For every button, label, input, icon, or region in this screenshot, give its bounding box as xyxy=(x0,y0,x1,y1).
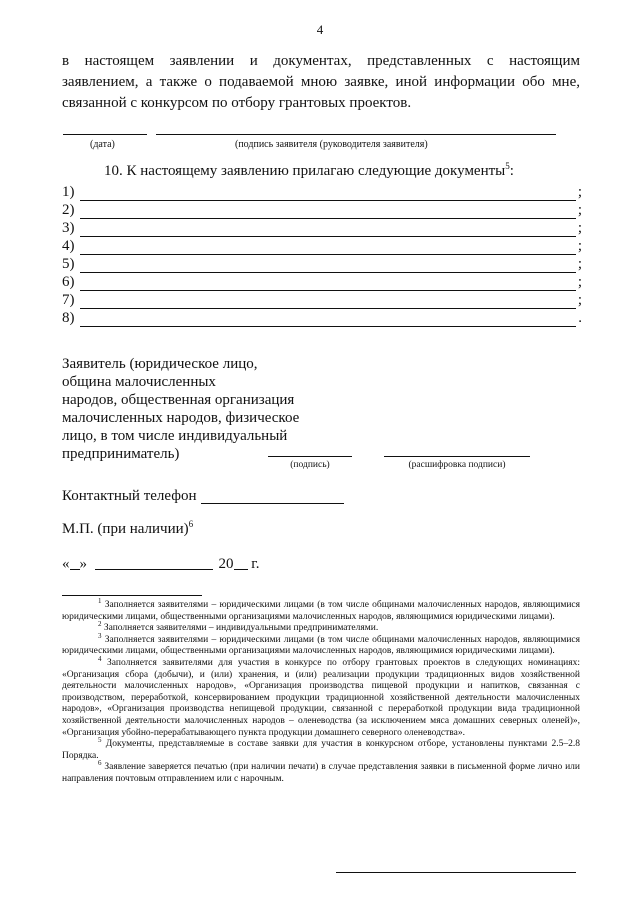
date-quote-close: » xyxy=(79,556,87,572)
document-input-line[interactable] xyxy=(80,313,576,327)
contact-phone-label: Контактный телефон xyxy=(62,488,197,504)
document-row xyxy=(62,201,582,219)
documents-footnote-ref: 5 xyxy=(505,161,510,171)
document-row-end: ; xyxy=(577,220,582,236)
document-row-end: ; xyxy=(577,202,582,218)
date-quote-open: « xyxy=(62,556,70,572)
document-input-line[interactable] xyxy=(80,277,576,291)
date-line xyxy=(63,134,147,135)
contact-phone-field[interactable] xyxy=(201,503,344,504)
document-row-end: ; xyxy=(577,238,582,254)
document-input-line[interactable] xyxy=(80,295,576,309)
footnote xyxy=(62,596,581,623)
intro-line-3: связанной с конкурсом по отбору грантовых проектов. xyxy=(62,95,412,111)
document-number: 8) xyxy=(62,310,75,326)
footnote-text: Заявление заверяется печатью (при наличии печати) в случае представления заявки в письменной форме лично или направления почтовым отправлением или с нарочным. xyxy=(62,762,580,784)
document-input-line[interactable] xyxy=(80,259,576,273)
footnote xyxy=(62,620,580,635)
applicant-line: малочисленных народов, физическое xyxy=(62,410,300,426)
applicant-line: народов, общественная организация xyxy=(62,392,295,408)
document-input-line[interactable] xyxy=(80,205,576,219)
stamp-footnote-ref: 6 xyxy=(188,519,194,529)
month-field[interactable] xyxy=(95,556,213,570)
document-number: 4) xyxy=(62,238,75,254)
bottom-rule xyxy=(336,872,576,873)
document-row-end: ; xyxy=(577,274,582,290)
document-input-line[interactable] xyxy=(80,241,576,255)
footnote-separator xyxy=(62,595,202,596)
intro-line-1: в настоящем заявлении и документах, представленных с настоящим xyxy=(62,53,580,69)
footnote-text: Заполняется заявителями – индивидуальными предпринимателями. xyxy=(103,623,379,634)
intro-paragraph xyxy=(62,51,580,114)
footnote-mark: 4 xyxy=(98,654,102,663)
footnote-mark: 5 xyxy=(98,735,102,744)
document-row xyxy=(62,219,582,237)
document-number: 6) xyxy=(62,274,75,290)
footnote-text: Заполняется заявителями – юридическими лицами (в том числе общинами малочисленных народов, являющимися юридическими лицами, общественными организациями малочисленных народов, являющимися юридическими лицами). xyxy=(62,634,581,657)
applicant-line: предприниматель) xyxy=(62,446,180,462)
signing-date xyxy=(62,556,259,573)
stamp-label: М.П. (при наличии) xyxy=(62,521,189,537)
document-row xyxy=(62,309,582,327)
document-number: 1) xyxy=(62,184,75,200)
footnote xyxy=(62,631,581,658)
day-field[interactable] xyxy=(70,556,80,570)
document-row xyxy=(62,291,582,309)
document-row-end: ; xyxy=(577,292,582,308)
footnotes xyxy=(62,596,581,786)
footnote xyxy=(62,759,580,785)
document-number: 5) xyxy=(62,256,75,272)
signature-label: (подпись заявителя (руководителя заявителя) xyxy=(235,139,428,150)
document-number: 7) xyxy=(62,292,75,308)
document-row xyxy=(62,273,582,291)
footnote-mark: 3 xyxy=(98,631,102,640)
signature-decoding-field[interactable] xyxy=(384,456,530,457)
documents-title xyxy=(104,163,514,180)
documents-title-colon: : xyxy=(509,163,514,179)
document-input-line[interactable] xyxy=(80,223,576,237)
intro-line-2: заявлением, а также о подаваемой мною заявке, иной информации обо мне, xyxy=(62,74,580,90)
applicant-signature-label: (подпись) xyxy=(290,460,330,470)
applicant-line: община малочисленных xyxy=(62,374,216,390)
document-input-line[interactable] xyxy=(80,187,576,201)
footnote xyxy=(62,735,580,762)
footnote-text: Заполняется заявителями – юридическими лицами (в том числе общинами малочисленных народов, являющимися юридическими лицами, общественными организациями малочисленных народов, являющимися юридическими лицами). xyxy=(62,600,581,622)
applicant-signature-line xyxy=(156,134,556,135)
document-row xyxy=(62,237,582,255)
document-row xyxy=(62,183,582,201)
applicant-signature-field[interactable] xyxy=(268,456,352,457)
year-suffix: г. xyxy=(251,556,260,572)
footnote-mark: 1 xyxy=(98,596,102,605)
footnote xyxy=(62,654,581,739)
signature-decoding-label: (расшифровка подписи) xyxy=(408,460,506,470)
document-number: 3) xyxy=(62,220,75,236)
footnote-text: Заполняется заявителями для участия в конкурсе по отбору грантовых проектов в следующих номинациях: «Организация сбора (добычи), и (или) хранения, и (или) реализации продукции традиционных видов хозяйственной деятельности малочисленных народов», «Организация производства пищевой продукции и напитков, связанная с производством, переработкой, консервированием продукции традиционной хозяйственной деятельности малочисленных народов», «Организация производства непищевой продукции, связанной с переработкой продукции вида традиционной хозяйственной деятельности малочисленных народов – оленеводства (за исключением мяса домашних северных оленей)», «Организация убойно-перерабатывающего пункта продукции домашнего северного оленеводства». xyxy=(62,657,581,738)
document-row xyxy=(62,255,582,273)
footnote-mark: 6 xyxy=(98,759,102,768)
page-number: 4 xyxy=(316,22,324,37)
applicant-line: лицо, в том числе индивидуальный xyxy=(62,428,288,444)
year-field[interactable] xyxy=(234,556,248,570)
year-prefix: 20 xyxy=(218,556,234,572)
documents-title-text: 10. К настоящему заявлению прилагаю следующие документы xyxy=(104,163,506,179)
date-label: (дата) xyxy=(90,139,115,150)
document-row-end: . xyxy=(578,310,582,326)
document-row-end: ; xyxy=(577,256,582,272)
applicant-line: Заявитель (юридическое лицо, xyxy=(62,356,258,372)
footnote-mark: 2 xyxy=(98,620,102,629)
stamp-line xyxy=(62,521,193,538)
document-number: 2) xyxy=(62,202,75,218)
document-row-end: ; xyxy=(577,184,582,200)
applicant-block xyxy=(62,355,312,463)
footnote-text: Документы, представляемые в составе заявки для участия в конкурсном отборе, установлены пунктами 2.5–2.8 Порядка. xyxy=(62,739,580,761)
